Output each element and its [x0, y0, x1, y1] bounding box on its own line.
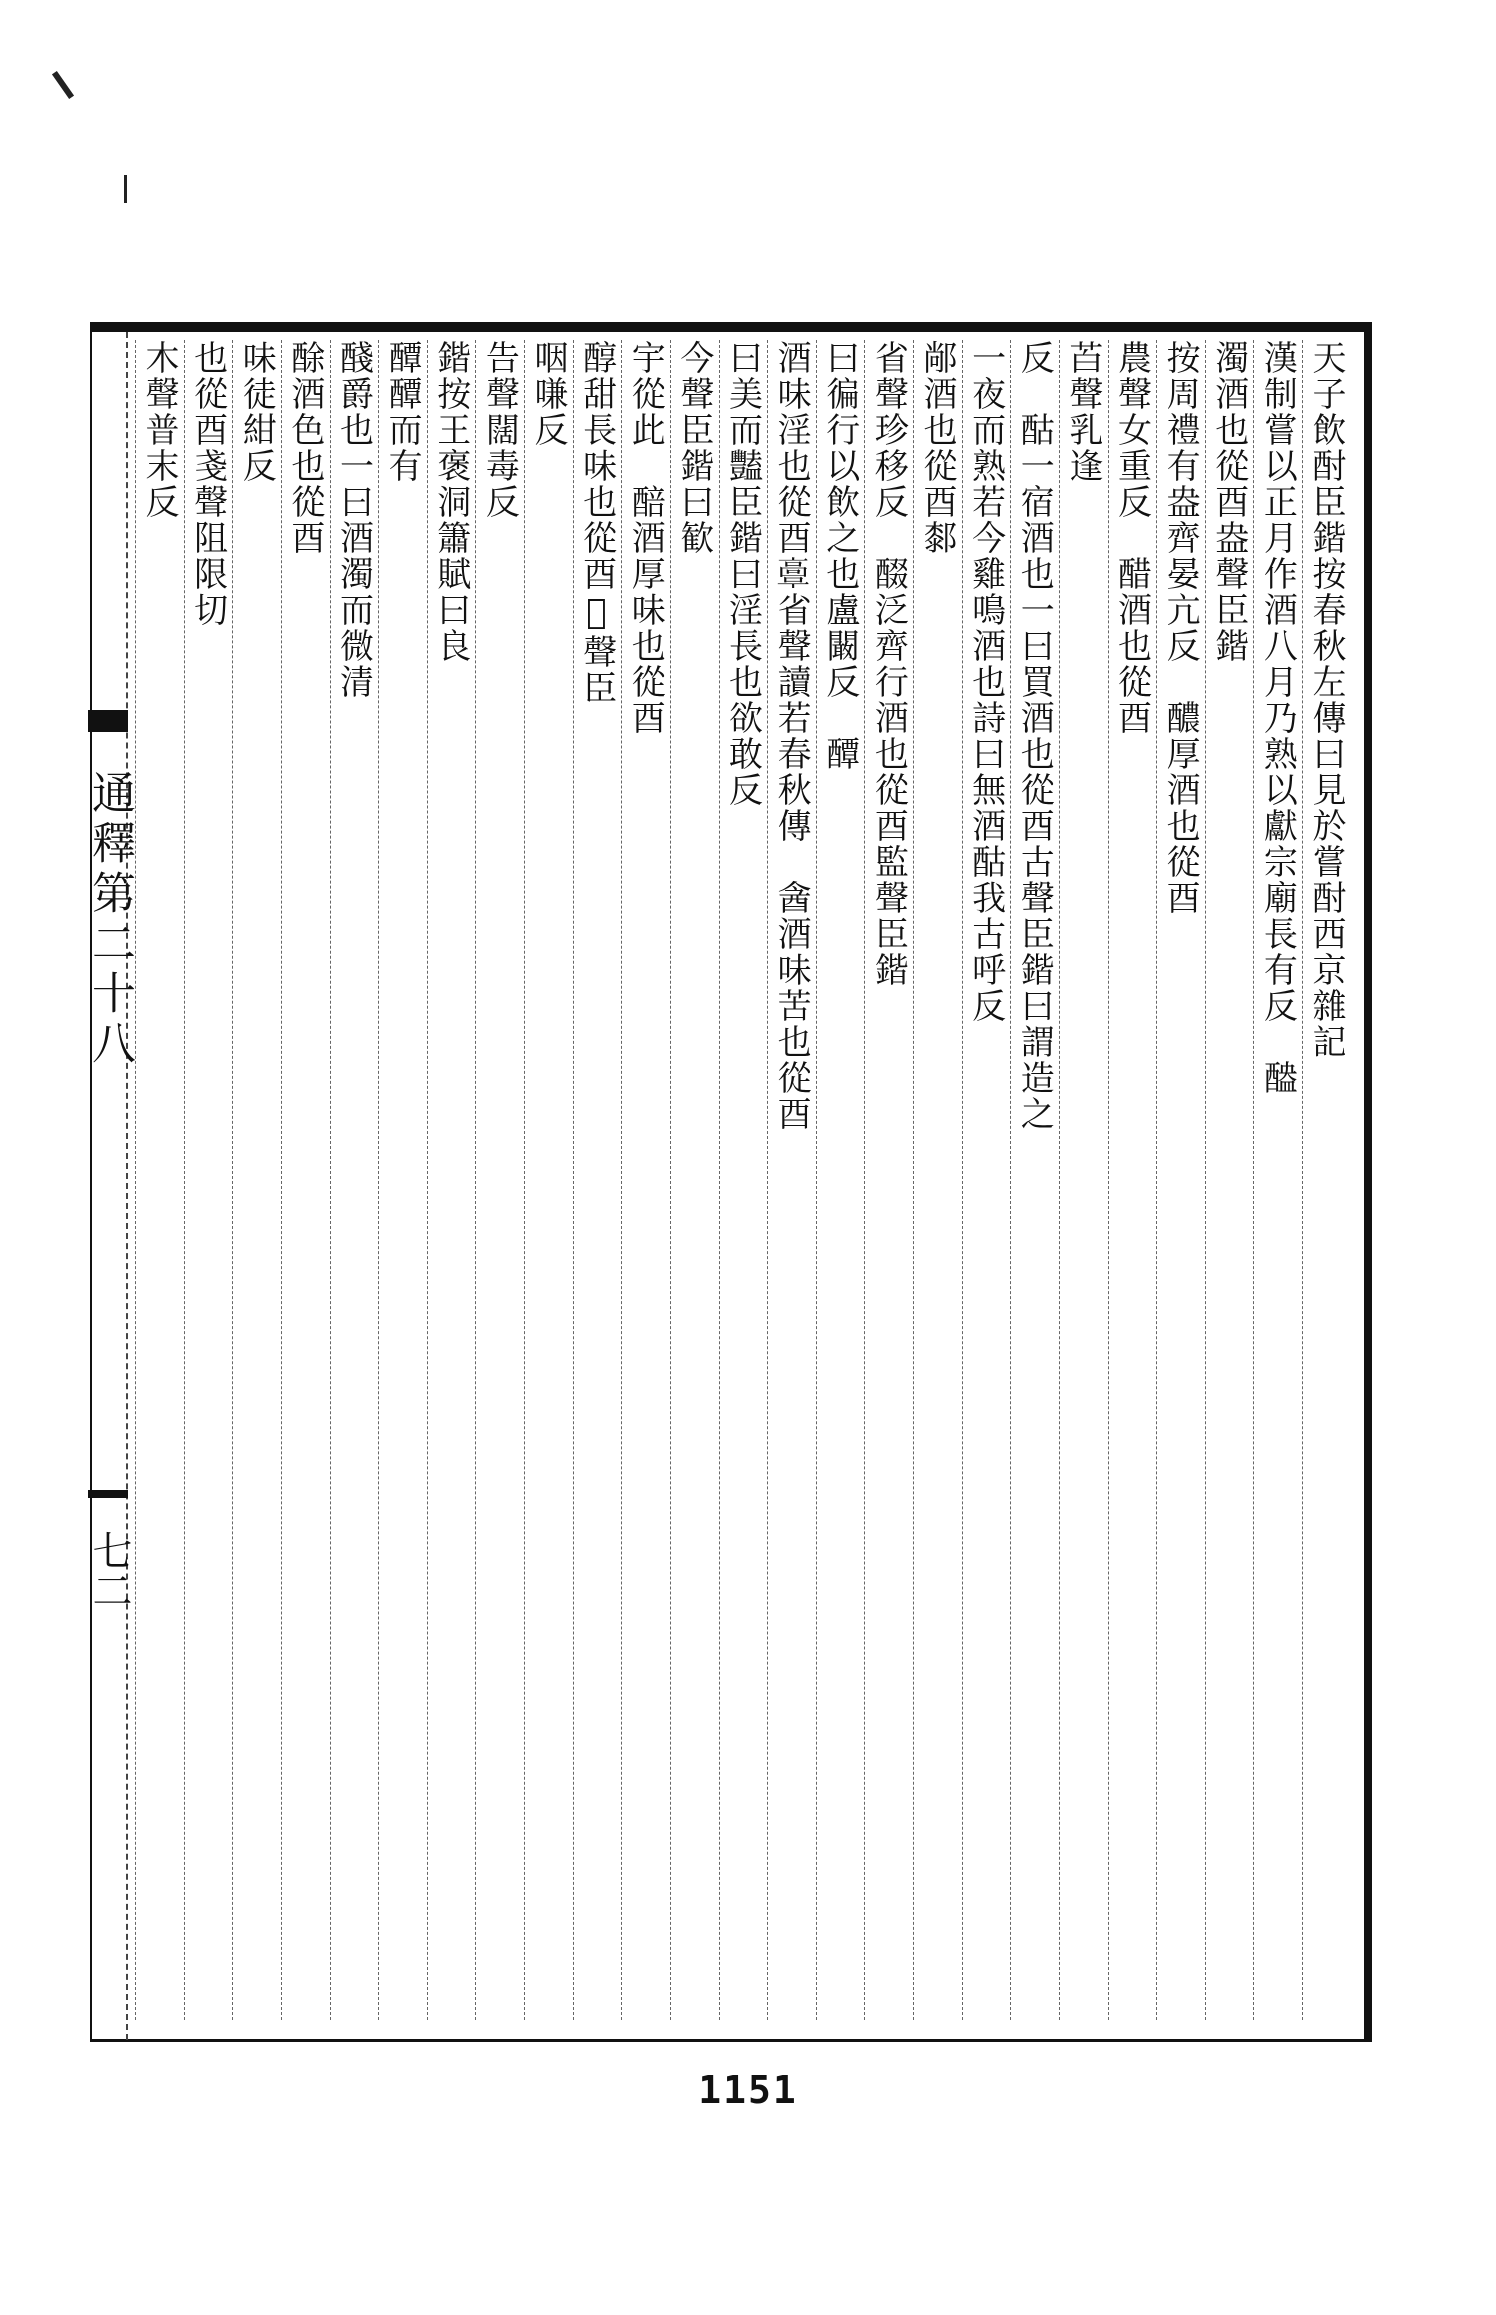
text-column: 天子飲酎臣鍇按春秋左傳曰見於嘗酎西京雜記	[1302, 340, 1350, 2020]
ink-blemish	[124, 175, 127, 203]
text-column: 鍇按王褒洞簫賦曰良	[427, 340, 475, 2020]
text-column: 苩聲乳逢	[1059, 340, 1107, 2020]
text-column: 宇從此 醅酒厚味也從酉	[621, 340, 669, 2020]
text-column: 農聲女重反 醋酒也從酉	[1108, 340, 1156, 2020]
text-column: 酴酒色也從酉	[281, 340, 329, 2020]
fold-margin-title: 通釋第二十八	[84, 770, 135, 1070]
text-column: 省聲珍移反 醊泛齊行酒也從酉監聲臣鍇	[864, 340, 912, 2020]
text-column: 按周禮有盎齊晏亢反 醲厚酒也從酉	[1156, 340, 1204, 2020]
text-column: 漢制嘗以正月作酒八月乃熟以獻宗廟長有反 醠	[1253, 340, 1301, 2020]
text-column: 䣊酒也從酉䣛	[913, 340, 961, 2020]
text-column: 反 酤一宿酒也一曰買酒也從酉古聲臣鍇曰謂造之	[1010, 340, 1058, 2020]
text-column: 曰徧行以飲之也盧闞反 醰	[816, 340, 864, 2020]
text-column: 醇甜長味也從酉𦎫聲臣	[573, 340, 621, 2020]
fish-tail-mark	[88, 710, 128, 732]
ink-blemish	[52, 71, 74, 99]
text-column: 味徒紺反	[232, 340, 280, 2020]
text-column: 醰醰而有	[378, 340, 426, 2020]
page-number: 1151	[698, 2068, 798, 2112]
text-column: 酒味淫也從酉𩫏省聲讀若春秋傳 酓酒味苦也從酉	[767, 340, 815, 2020]
fold-margin-page: 七二	[86, 1530, 132, 1610]
text-column: 也從酉戔聲阻限切	[184, 340, 232, 2020]
text-body	[135, 340, 1350, 2020]
text-column: 醆爵也一曰酒濁而微清	[330, 340, 378, 2020]
text-column: 咽嗛反	[524, 340, 572, 2020]
text-column: 今聲臣鍇曰歓	[670, 340, 718, 2020]
text-column: 曰美而豔臣鍇曰淫長也欲敢反	[719, 340, 767, 2020]
fish-tail-mark	[88, 1490, 128, 1498]
text-column: 木聲普末反	[135, 340, 183, 2020]
text-column: 濁酒也從酉盎聲臣鍇	[1205, 340, 1253, 2020]
text-column: 告聲闊毒反	[475, 340, 523, 2020]
fold-margin	[84, 332, 135, 2040]
text-column: 一夜而熟若今雞鳴酒也詩曰無酒酤我古呼反	[962, 340, 1010, 2020]
